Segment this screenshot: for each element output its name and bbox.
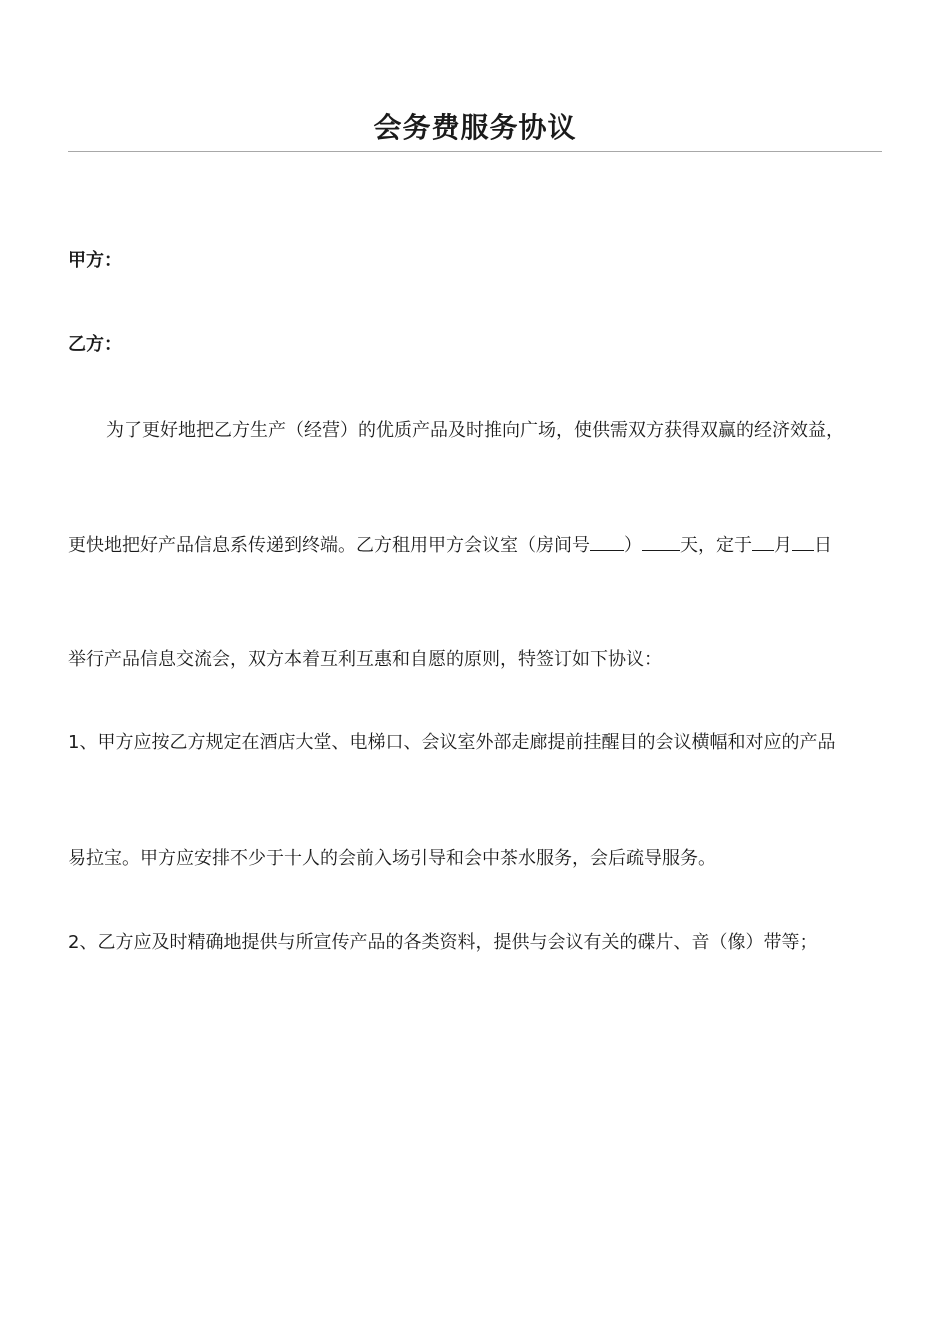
intro-line-2-text-b: ）: [624, 535, 642, 556]
document-title: 会务费服务协议: [373, 111, 577, 144]
clause-2-line-1: 2、乙方应及时精确地提供与所宣传产品的各类资料，提供与会议有关的碟片、音（像）带等；: [68, 932, 818, 953]
party-b-label: 乙方：: [68, 334, 122, 355]
clause-1-line-1: 1、甲方应按乙方规定在酒店大堂、电梯口、会议室外部走廊提前挂醒目的会议横幅和对应的产品: [68, 732, 836, 753]
intro-line-2: [68, 532, 882, 559]
days-blank[interactable]: [642, 532, 680, 551]
party-a-label: 甲方：: [68, 250, 122, 271]
intro-line-3: 举行产品信息交流会，双方本着互利互惠和自愿的原则，特签订如下协议：: [68, 649, 662, 670]
intro-line-2-text-c: 天，定于: [680, 535, 752, 556]
month-blank[interactable]: [752, 532, 774, 551]
clause-1-line-2: 易拉宝。甲方应安排不少于十人的会前入场引导和会中茶水服务，会后疏导服务。: [68, 848, 716, 869]
intro-line-2-text-e: 日: [814, 535, 832, 556]
intro-line-2-text-a: 更快地把好产品信息系传递到终端。乙方租用甲方会议室（房间号: [68, 535, 590, 556]
day-blank[interactable]: [792, 532, 814, 551]
title-divider: [68, 151, 882, 152]
intro-line-1: 为了更好地把乙方生产（经营）的优质产品及时推向广场，使供需双方获得双赢的经济效益，: [106, 420, 844, 441]
intro-line-2-text-d: 月: [774, 535, 792, 556]
room-number-blank[interactable]: [590, 532, 624, 551]
